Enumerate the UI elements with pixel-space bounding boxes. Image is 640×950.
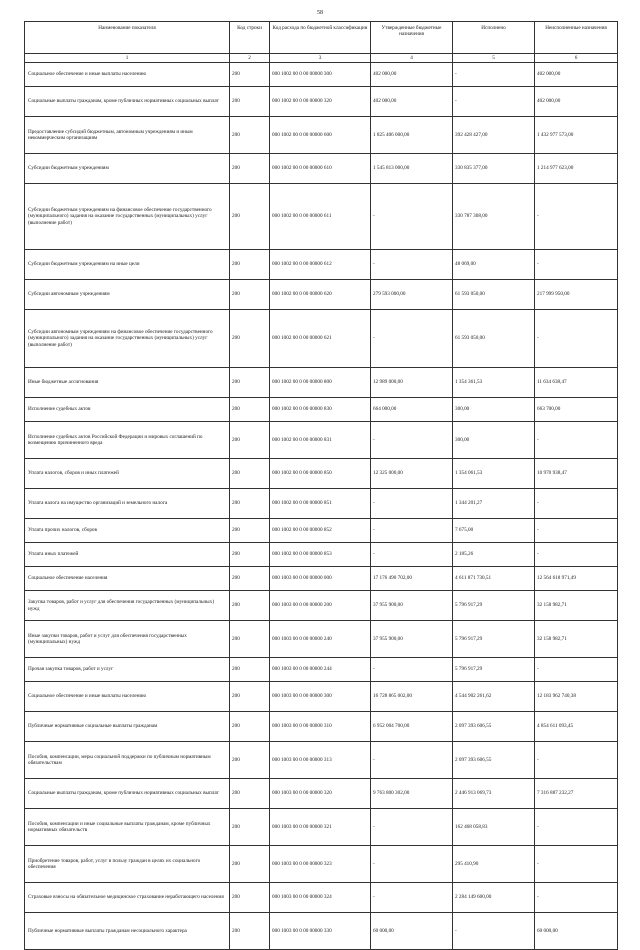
- budget-code-cell: 000 1002 00 0 00 00000 830: [270, 398, 371, 422]
- column-header-budget-code: Код расхода по бюджетной классификации: [270, 22, 371, 54]
- approved-amount-cell: -: [371, 422, 453, 459]
- line-code-cell: 200: [230, 489, 270, 519]
- unexecuted-amount-cell: -: [535, 658, 618, 682]
- table-header-row: [25, 22, 618, 54]
- column-number: 2: [230, 54, 270, 63]
- executed-amount-cell: 2 284 149 600,00: [453, 883, 535, 913]
- indicator-name-cell: Субсидии бюджетным учреждениям: [25, 154, 230, 184]
- unexecuted-amount-cell: -: [535, 519, 618, 543]
- indicator-name-cell: Субсидии бюджетным учреждениям на иные цели: [25, 250, 230, 280]
- column-number-row: [25, 54, 618, 63]
- unexecuted-amount-cell: 402 000,00: [535, 63, 618, 87]
- column-header-name: Наименование показателя: [25, 22, 230, 54]
- budget-code-cell: 000 1002 00 0 00 00000 851: [270, 489, 371, 519]
- table-row: [25, 310, 618, 368]
- budget-execution-table: [24, 21, 618, 950]
- executed-amount-cell: 162 468 058,83: [453, 809, 535, 846]
- executed-amount-cell: -: [453, 87, 535, 117]
- indicator-name-cell: Страховые взносы на обязательное медицинское страхование неработающего населения: [25, 883, 230, 913]
- table-row: [25, 422, 618, 459]
- approved-amount-cell: 402 000,00: [371, 63, 453, 87]
- budget-code-cell: 000 1002 00 0 00 00000 611: [270, 184, 371, 250]
- budget-code-cell: 000 1003 00 0 00 00000 000: [270, 567, 371, 591]
- executed-amount-cell: 7 675,00: [453, 519, 535, 543]
- indicator-name-cell: Социальное обеспечение и иные выплаты населению: [25, 63, 230, 87]
- budget-code-cell: 000 1003 00 0 00 00000 240: [270, 621, 371, 658]
- table-row: [25, 621, 618, 658]
- executed-amount-cell: 4 544 902 261,62: [453, 682, 535, 712]
- budget-code-cell: 000 1002 00 0 00 00000 320: [270, 87, 371, 117]
- indicator-name-cell: Уплата налога на имущество организаций и земельного налога: [25, 489, 230, 519]
- line-code-cell: 200: [230, 591, 270, 621]
- unexecuted-amount-cell: 32 158 982,71: [535, 621, 618, 658]
- budget-code-cell: 000 1003 00 0 00 00000 324: [270, 883, 371, 913]
- unexecuted-amount-cell: 12 564 618 971,49: [535, 567, 618, 591]
- executed-amount-cell: 330 787 308,00: [453, 184, 535, 250]
- table-row: [25, 250, 618, 280]
- indicator-name-cell: Предоставление субсидий бюджетным, автономным учреждениям и иным некоммерческим организациям: [25, 117, 230, 154]
- indicator-name-cell: Пособия, компенсации, меры социальной поддержки по публичным нормативным обязательствам: [25, 742, 230, 779]
- table-row: [25, 779, 618, 809]
- table-row: [25, 368, 618, 398]
- executed-amount-cell: 330 835 377,00: [453, 154, 535, 184]
- line-code-cell: 200: [230, 154, 270, 184]
- budget-code-cell: 000 1003 00 0 00 00000 300: [270, 682, 371, 712]
- unexecuted-amount-cell: 4 854 611 093,45: [535, 712, 618, 742]
- line-code-cell: 200: [230, 250, 270, 280]
- unexecuted-amount-cell: 1 214 977 623,00: [535, 154, 618, 184]
- executed-amount-cell: 295 410,90: [453, 846, 535, 883]
- line-code-cell: 200: [230, 398, 270, 422]
- table-row: [25, 883, 618, 913]
- unexecuted-amount-cell: 217 999 950,00: [535, 280, 618, 310]
- line-code-cell: 200: [230, 742, 270, 779]
- unexecuted-amount-cell: 11 634 638,47: [535, 368, 618, 398]
- budget-code-cell: 000 1002 00 0 00 00000 620: [270, 280, 371, 310]
- line-code-cell: 200: [230, 310, 270, 368]
- budget-code-cell: 000 1002 00 0 00 00000 600: [270, 117, 371, 154]
- indicator-name-cell: Социальные выплаты гражданам, кроме публичных нормативных социальных выплат: [25, 779, 230, 809]
- executed-amount-cell: 1 344 201,27: [453, 489, 535, 519]
- indicator-name-cell: Социальное обеспечение и иные выплаты населению: [25, 682, 230, 712]
- approved-amount-cell: -: [371, 883, 453, 913]
- indicator-name-cell: Социальные выплаты гражданам, кроме публичных нормативных социальных выплат: [25, 87, 230, 117]
- budget-code-cell: 000 1003 00 0 00 00000 320: [270, 779, 371, 809]
- executed-amount-cell: 61 593 050,00: [453, 280, 535, 310]
- table-row: [25, 519, 618, 543]
- indicator-name-cell: Уплата иных платежей: [25, 543, 230, 567]
- table-row: [25, 398, 618, 422]
- budget-code-cell: 000 1003 00 0 00 00000 200: [270, 591, 371, 621]
- page-number: 58: [317, 10, 323, 16]
- approved-amount-cell: -: [371, 809, 453, 846]
- approved-amount-cell: -: [371, 543, 453, 567]
- budget-code-cell: 000 1002 00 0 00 00000 612: [270, 250, 371, 280]
- line-code-cell: 200: [230, 621, 270, 658]
- approved-amount-cell: -: [371, 658, 453, 682]
- line-code-cell: 200: [230, 809, 270, 846]
- unexecuted-amount-cell: 60 000,00: [535, 913, 618, 950]
- indicator-name-cell: Иные бюджетные ассигнования: [25, 368, 230, 398]
- unexecuted-amount-cell: 32 158 982,71: [535, 591, 618, 621]
- indicator-name-cell: Субсидии автономным учреждениям на финансовое обеспечение государственного (муниципального) задания на оказание государственных (муниципальных) услуг (выполнение работ): [25, 310, 230, 368]
- executed-amount-cell: 5 796 917,29: [453, 621, 535, 658]
- executed-amount-cell: -: [453, 913, 535, 950]
- indicator-name-cell: Публичные нормативные выплаты гражданам несоциального характера: [25, 913, 230, 950]
- indicator-name-cell: Социальное обеспечение населения: [25, 567, 230, 591]
- indicator-name-cell: Публичные нормативные социальные выплаты гражданам: [25, 712, 230, 742]
- approved-amount-cell: 37 955 900,00: [371, 621, 453, 658]
- executed-amount-cell: 2 446 913 069,73: [453, 779, 535, 809]
- table-row: [25, 154, 618, 184]
- unexecuted-amount-cell: -: [535, 184, 618, 250]
- approved-amount-cell: 17 176 490 702,00: [371, 567, 453, 591]
- table-body: [25, 63, 618, 950]
- budget-code-cell: 000 1002 00 0 00 00000 852: [270, 519, 371, 543]
- indicator-name-cell: Иные закупки товаров, работ и услуг для обеспечения государственных (муниципальных) нужд: [25, 621, 230, 658]
- line-code-cell: 200: [230, 117, 270, 154]
- line-code-cell: 200: [230, 567, 270, 591]
- approved-amount-cell: 1 825 406 000,00: [371, 117, 453, 154]
- line-code-cell: 200: [230, 883, 270, 913]
- budget-code-cell: 000 1002 00 0 00 00000 300: [270, 63, 371, 87]
- line-code-cell: 200: [230, 543, 270, 567]
- approved-amount-cell: 6 952 004 700,00: [371, 712, 453, 742]
- column-header-line-code: Код строки: [230, 22, 270, 54]
- column-number: 3: [270, 54, 371, 63]
- executed-amount-cell: 5 796 917,29: [453, 591, 535, 621]
- unexecuted-amount-cell: 7 316 887 232,27: [535, 779, 618, 809]
- budget-code-cell: 000 1002 00 0 00 00000 621: [270, 310, 371, 368]
- table-row: [25, 913, 618, 950]
- column-number: 5: [453, 54, 535, 63]
- budget-code-cell: 000 1002 00 0 00 00000 610: [270, 154, 371, 184]
- executed-amount-cell: 61 593 050,00: [453, 310, 535, 368]
- executed-amount-cell: 392 428 427,00: [453, 117, 535, 154]
- budget-code-cell: 000 1002 00 0 00 00000 800: [270, 368, 371, 398]
- table-row: [25, 712, 618, 742]
- executed-amount-cell: 2 097 393 606,55: [453, 742, 535, 779]
- unexecuted-amount-cell: -: [535, 809, 618, 846]
- executed-amount-cell: 5 796 917,29: [453, 658, 535, 682]
- executed-amount-cell: 48 069,00: [453, 250, 535, 280]
- line-code-cell: 200: [230, 913, 270, 950]
- executed-amount-cell: 1 354 361,53: [453, 368, 535, 398]
- budget-code-cell: 000 1002 00 0 00 00000 853: [270, 543, 371, 567]
- approved-amount-cell: -: [371, 846, 453, 883]
- line-code-cell: 200: [230, 658, 270, 682]
- unexecuted-amount-cell: 12 183 962 740,38: [535, 682, 618, 712]
- executed-amount-cell: 1 354 061,53: [453, 459, 535, 489]
- line-code-cell: 200: [230, 280, 270, 310]
- budget-code-cell: 000 1002 00 0 00 00000 850: [270, 459, 371, 489]
- approved-amount-cell: 37 955 900,00: [371, 591, 453, 621]
- approved-amount-cell: -: [371, 742, 453, 779]
- table-row: [25, 280, 618, 310]
- unexecuted-amount-cell: -: [535, 543, 618, 567]
- column-header-unexecuted: Неисполненные назначения: [535, 22, 618, 54]
- unexecuted-amount-cell: 663 700,00: [535, 398, 618, 422]
- unexecuted-amount-cell: -: [535, 883, 618, 913]
- indicator-name-cell: Субсидии автономным учреждениям: [25, 280, 230, 310]
- budget-code-cell: 000 1003 00 0 00 00000 321: [270, 809, 371, 846]
- unexecuted-amount-cell: -: [535, 489, 618, 519]
- approved-amount-cell: 402 000,00: [371, 87, 453, 117]
- line-code-cell: 200: [230, 63, 270, 87]
- column-header-approved: Утвержденные бюджетные назначения: [371, 22, 453, 54]
- approved-amount-cell: 60 000,00: [371, 913, 453, 950]
- executed-amount-cell: 4 611 871 730,51: [453, 567, 535, 591]
- line-code-cell: 200: [230, 712, 270, 742]
- approved-amount-cell: -: [371, 184, 453, 250]
- indicator-name-cell: Приобретение товаров, работ, услуг в пользу граждан в целях их социального обеспечения: [25, 846, 230, 883]
- indicator-name-cell: Уплата налогов, сборов и иных платежей: [25, 459, 230, 489]
- unexecuted-amount-cell: -: [535, 742, 618, 779]
- line-code-cell: 200: [230, 682, 270, 712]
- table-row: [25, 489, 618, 519]
- line-code-cell: 200: [230, 184, 270, 250]
- line-code-cell: 200: [230, 87, 270, 117]
- unexecuted-amount-cell: 402 000,00: [535, 87, 618, 117]
- table-row: [25, 567, 618, 591]
- line-code-cell: 200: [230, 368, 270, 398]
- indicator-name-cell: Уплата прочих налогов, сборов: [25, 519, 230, 543]
- table-row: [25, 117, 618, 154]
- approved-amount-cell: -: [371, 310, 453, 368]
- budget-code-cell: 000 1003 00 0 00 00000 330: [270, 913, 371, 950]
- budget-code-cell: 000 1003 00 0 00 00000 310: [270, 712, 371, 742]
- table-row: [25, 682, 618, 712]
- executed-amount-cell: 2 185,26: [453, 543, 535, 567]
- approved-amount-cell: 279 593 000,00: [371, 280, 453, 310]
- line-code-cell: 200: [230, 779, 270, 809]
- line-code-cell: 200: [230, 422, 270, 459]
- approved-amount-cell: -: [371, 250, 453, 280]
- executed-amount-cell: 2 097 393 606,55: [453, 712, 535, 742]
- approved-amount-cell: 12 989 000,00: [371, 368, 453, 398]
- indicator-name-cell: Пособия, компенсации и иные социальные выплаты гражданам, кроме публичных нормативных обязательств: [25, 809, 230, 846]
- executed-amount-cell: 300,00: [453, 398, 535, 422]
- table-row: [25, 184, 618, 250]
- table-row: [25, 543, 618, 567]
- budget-code-cell: 000 1003 00 0 00 00000 313: [270, 742, 371, 779]
- indicator-name-cell: Субсидии бюджетным учреждениям на финансовое обеспечение государственного (муниципального) задания на оказание государственных (муниципальных) услуг (выполнение работ): [25, 184, 230, 250]
- approved-amount-cell: -: [371, 519, 453, 543]
- unexecuted-amount-cell: 10 970 938,47: [535, 459, 618, 489]
- unexecuted-amount-cell: -: [535, 310, 618, 368]
- table-row: [25, 742, 618, 779]
- approved-amount-cell: -: [371, 489, 453, 519]
- executed-amount-cell: -: [453, 63, 535, 87]
- line-code-cell: 200: [230, 519, 270, 543]
- table-row: [25, 658, 618, 682]
- approved-amount-cell: 664 000,00: [371, 398, 453, 422]
- indicator-name-cell: Исполнение судебных актов: [25, 398, 230, 422]
- budget-code-cell: 000 1003 00 0 00 00000 323: [270, 846, 371, 883]
- approved-amount-cell: 9 763 800 302,00: [371, 779, 453, 809]
- table-row: [25, 591, 618, 621]
- column-header-executed: Исполнено: [453, 22, 535, 54]
- approved-amount-cell: 1 545 813 000,00: [371, 154, 453, 184]
- unexecuted-amount-cell: 1 432 977 573,00: [535, 117, 618, 154]
- column-number: 4: [371, 54, 453, 63]
- unexecuted-amount-cell: -: [535, 422, 618, 459]
- table-row: [25, 809, 618, 846]
- budget-code-cell: 000 1003 00 0 00 00000 244: [270, 658, 371, 682]
- line-code-cell: 200: [230, 846, 270, 883]
- approved-amount-cell: 12 325 000,00: [371, 459, 453, 489]
- table-row: [25, 63, 618, 87]
- indicator-name-cell: Закупка товаров, работ и услуг для обеспечения государственных (муниципальных) нужд: [25, 591, 230, 621]
- table-row: [25, 846, 618, 883]
- unexecuted-amount-cell: -: [535, 250, 618, 280]
- executed-amount-cell: 300,00: [453, 422, 535, 459]
- budget-code-cell: 000 1002 00 0 00 00000 831: [270, 422, 371, 459]
- indicator-name-cell: Прочая закупка товаров, работ и услуг: [25, 658, 230, 682]
- approved-amount-cell: 16 728 865 002,00: [371, 682, 453, 712]
- indicator-name-cell: Исполнение судебных актов Российской Федерации и мировых соглашений по возмещению причиненного вреда: [25, 422, 230, 459]
- table-row: [25, 459, 618, 489]
- table-row: [25, 87, 618, 117]
- unexecuted-amount-cell: -: [535, 846, 618, 883]
- line-code-cell: 200: [230, 459, 270, 489]
- column-number: 1: [25, 54, 230, 63]
- column-number: 6: [535, 54, 618, 63]
